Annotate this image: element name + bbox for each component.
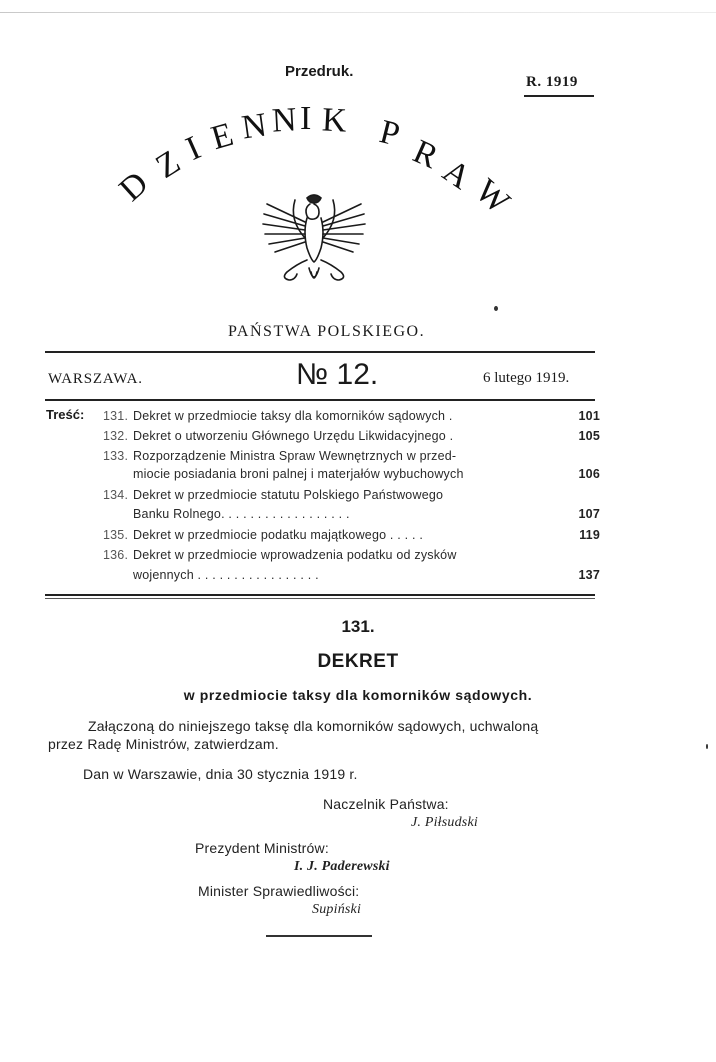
- toc-item-continuation: [103, 568, 600, 582]
- toc-item-page: 107: [578, 507, 600, 521]
- masthead-letter: P: [375, 113, 404, 154]
- toc-item-number: 132.: [103, 429, 129, 443]
- document-type: DEKRET: [317, 651, 399, 672]
- toc-item-page: 137: [578, 568, 600, 582]
- masthead-letter: W: [468, 172, 517, 222]
- masthead-letter: N: [271, 101, 298, 140]
- toc-item-page: 106: [578, 467, 600, 481]
- toc-item: [103, 449, 600, 463]
- document-number: 131.: [341, 617, 375, 636]
- toc-item-title: Dekret w przedmiocie taksy dla komorników sądowych .: [133, 409, 453, 423]
- toc-item-number: 134.: [103, 488, 129, 502]
- toc-item: [103, 488, 600, 502]
- year-label: R. 1919: [526, 74, 578, 90]
- contents-label: Treść:: [46, 407, 85, 422]
- toc-item-number: 133.: [103, 449, 129, 463]
- toc-item-number: 131.: [103, 409, 129, 423]
- divider: [45, 351, 595, 353]
- toc-item-number: 136.: [103, 548, 129, 562]
- body-paragraph: Dan w Warszawie, dnia 30 stycznia 1919 r.: [83, 766, 358, 782]
- issue-number: № 12.: [296, 358, 379, 391]
- toc-item-number: 135.: [103, 528, 129, 542]
- toc-item: [103, 528, 600, 542]
- issue-city: WARSZAWA.: [48, 371, 143, 387]
- toc-item-title: Dekret o utworzeniu Głównego Urzędu Likwidacyjnego .: [133, 429, 454, 443]
- signature-role: Prezydent Ministrów:: [195, 840, 329, 856]
- signature-name: Supiński: [312, 902, 362, 917]
- body-paragraph: przez Radę Ministrów, zatwierdzam.: [48, 736, 279, 752]
- masthead-letter: D: [112, 164, 156, 209]
- toc-item-title: Banku Rolnego. . . . . . . . . . . . . . . . . .: [133, 507, 350, 521]
- masthead-letter: A: [436, 152, 478, 197]
- signature-name: J. Piłsudski: [411, 815, 478, 830]
- toc-item-page: 119: [579, 528, 600, 542]
- divider-double: [45, 594, 595, 596]
- reprint-label: Przedruk.: [285, 63, 354, 80]
- toc-item-title: wojennych . . . . . . . . . . . . . . . . .: [133, 568, 319, 582]
- body-paragraph: Załączoną do niniejszego taksę dla komorników sądowych, uchwaloną: [88, 718, 539, 734]
- signature-name: I. J. Paderewski: [294, 859, 390, 874]
- toc-item: [103, 429, 600, 443]
- masthead-letter: Z: [149, 143, 187, 186]
- masthead-letter: I: [300, 100, 312, 137]
- document-subject: w przedmiocie taksy dla komorników sądowych.: [183, 687, 533, 703]
- masthead-letter: K: [321, 101, 348, 140]
- issue-date: 6 lutego 1919.: [483, 370, 570, 386]
- masthead-letter: E: [207, 115, 238, 158]
- masthead-subtitle: PAŃSTWA POLSKIEGO.: [228, 323, 426, 340]
- masthead-letter: I: [180, 129, 207, 168]
- divider-double: [45, 598, 595, 599]
- toc-item: [103, 548, 600, 562]
- scan-speck: [494, 306, 498, 311]
- end-divider: [266, 935, 372, 937]
- masthead-letter: N: [239, 106, 269, 147]
- toc-item-title: miocie posiadania broni palnej i materjałów wybuchowych: [133, 467, 464, 481]
- scan-speck: [706, 744, 708, 749]
- signature-role: Minister Sprawiedliwości:: [198, 883, 360, 899]
- toc-item-title: Dekret w przedmiocie statutu Polskiego Państwowego: [133, 488, 444, 502]
- masthead-letter: R: [407, 133, 444, 177]
- toc-item-page: 105: [578, 429, 600, 443]
- toc-item-continuation: [103, 467, 600, 481]
- polish-eagle-icon: [255, 188, 373, 298]
- toc-item-title: Dekret w przedmiocie wprowadzenia podatku od zysków: [133, 548, 457, 562]
- toc-item-page: 101: [578, 409, 600, 423]
- toc-item-continuation: [103, 507, 600, 521]
- divider: [45, 399, 595, 401]
- signature-role: Naczelnik Państwa:: [323, 796, 449, 812]
- toc-item-title: Dekret w przedmiocie podatku majątkowego . . . . .: [133, 528, 423, 542]
- toc-item-title: Rozporządzenie Ministra Spraw Wewnętrznych w przed-: [133, 449, 457, 463]
- toc-item: [103, 409, 600, 423]
